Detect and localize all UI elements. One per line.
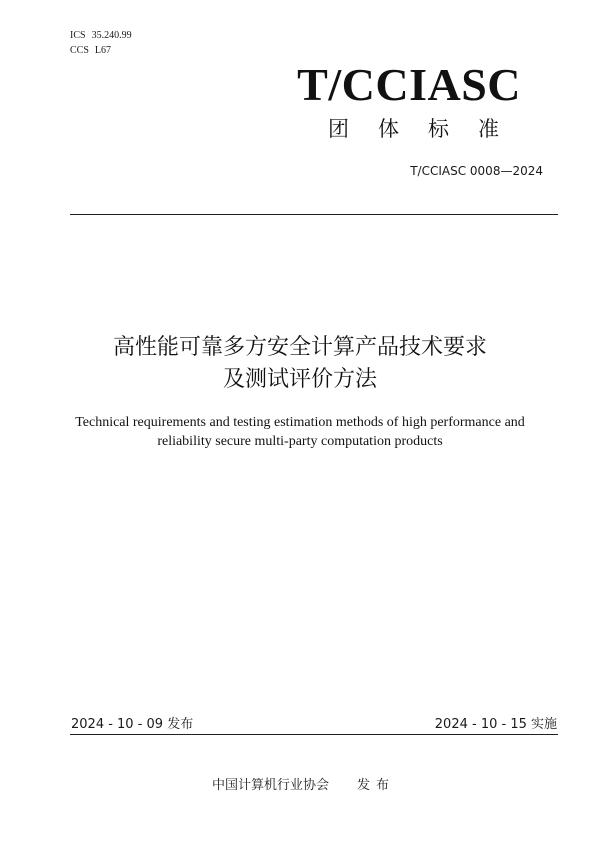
top-divider	[70, 214, 558, 215]
english-title-line-2: reliability secure multi-party computation products	[157, 434, 443, 449]
ics-value: 35.240.99	[91, 30, 132, 41]
publish-date: 2024 - 10 - 09 发布	[71, 717, 194, 732]
standard-number: T/CCIASC 0008—2024	[410, 164, 543, 178]
english-title-line-1: Technical requirements and testing estimation methods of high performance and	[75, 415, 525, 430]
publisher-name: 中国计算机行业协会	[212, 778, 330, 793]
ccs-label: CCS	[70, 45, 89, 56]
ccs-value: L67	[94, 45, 112, 56]
english-title	[30, 413, 570, 451]
chinese-title-line-1: 高性能可靠多方安全计算产品技术要求	[112, 335, 487, 360]
standard-type: 团体标准	[328, 117, 528, 141]
chinese-title-line-2: 及测试评价方法	[222, 367, 377, 392]
ccs-code	[70, 45, 111, 57]
ics-label: ICS	[70, 30, 86, 41]
organization-code: T/CCIASC	[297, 59, 521, 110]
implement-date: 2024 - 10 - 15 实施	[434, 717, 557, 732]
bottom-divider	[70, 734, 558, 735]
publisher	[212, 777, 395, 795]
ics-code	[70, 30, 132, 42]
publisher-action: 发布	[357, 778, 396, 793]
